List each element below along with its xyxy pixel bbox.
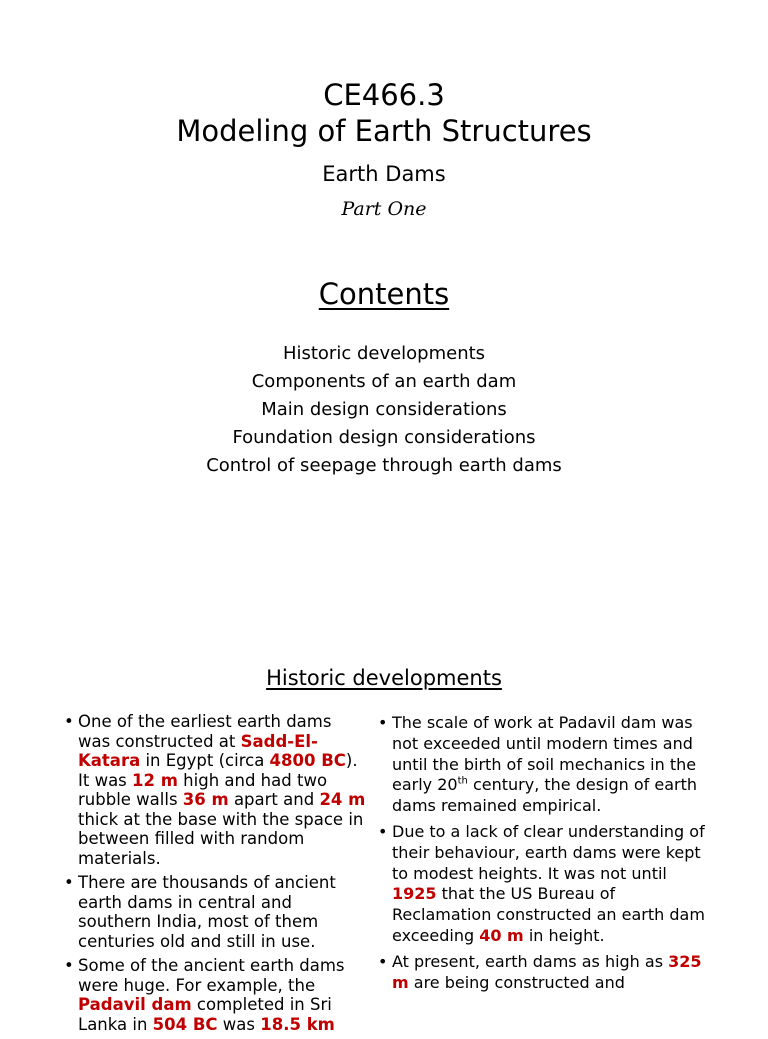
bullet-icon: • bbox=[64, 873, 74, 892]
superscript: th bbox=[457, 776, 468, 788]
bullet-text: apart and bbox=[228, 790, 320, 809]
bullet-text: Due to a lack of clear understanding of their behaviour, earth dams were kept to modest heights. It was not until bbox=[392, 821, 705, 883]
bullet-item bbox=[376, 822, 712, 947]
bullet-text: At present, earth dams as high as bbox=[392, 951, 669, 971]
part-label: Part One bbox=[341, 198, 427, 220]
bullet-item bbox=[376, 952, 712, 994]
bullet-text: There are thousands of ancient earth dams in central and southern India, most of them centuries old and still in use. bbox=[78, 873, 336, 951]
bullet-text: completed in Sri Lanka in bbox=[78, 995, 332, 1034]
bullet-text: was bbox=[217, 1014, 261, 1034]
historic-developments-slide bbox=[0, 620, 768, 1034]
contents-item: Main design considerations bbox=[261, 399, 507, 420]
bullet-text: Some of the ancient earth dams were huge. For example, the bbox=[78, 956, 345, 995]
bullet-text: are being constructed and bbox=[408, 972, 625, 992]
highlight-text: 504 BC bbox=[152, 1014, 218, 1034]
contents-item: Components of an earth dam bbox=[251, 371, 517, 392]
bullet-icon: • bbox=[64, 956, 74, 975]
highlight-text: 325 m bbox=[392, 951, 702, 992]
contents-item: Historic developments bbox=[282, 343, 486, 364]
highlight-text: 12 m bbox=[132, 770, 178, 790]
highlight-text: Sadd-El-Katara bbox=[78, 731, 318, 770]
contents-item: Control of seepage through earth dams bbox=[206, 455, 562, 476]
highlight-text: 24 m bbox=[319, 790, 366, 809]
right-bullet-column bbox=[376, 713, 712, 998]
bullet-text: in height. bbox=[523, 925, 605, 945]
bullet-icon: • bbox=[378, 951, 388, 971]
bullet-text: century, the design of earth dams remained empirical. bbox=[392, 775, 698, 816]
course-code: CE466.3 bbox=[323, 78, 445, 112]
highlight-text: 18.5 km bbox=[260, 1014, 335, 1034]
bullet-icon: • bbox=[64, 712, 74, 731]
bullet-icon: • bbox=[378, 713, 388, 732]
bullet-text: that the US Bureau of Reclamation constructed an earth dam exceeding bbox=[392, 884, 705, 945]
bullet-text: in Egypt (circa bbox=[140, 751, 270, 770]
contents-item: Foundation design considerations bbox=[232, 427, 536, 448]
bullet-text: high and had two rubble walls bbox=[78, 770, 328, 809]
slide-title: Historic developments bbox=[266, 666, 502, 690]
bullet-icon: • bbox=[378, 821, 388, 841]
left-bullet-column bbox=[62, 712, 368, 1039]
highlight-text: Padavil dam bbox=[78, 995, 192, 1014]
bullet-text: One of the earliest earth dams was constructed at bbox=[78, 712, 332, 751]
course-title: Modeling of Earth Structures bbox=[176, 114, 592, 148]
highlight-text: 1925 bbox=[392, 884, 437, 904]
contents-heading: Contents bbox=[318, 277, 450, 311]
contents-list bbox=[0, 340, 768, 480]
bullet-text: thick at the base with the space in between filled with random materials. bbox=[78, 809, 364, 868]
subtitle: Earth Dams bbox=[322, 162, 446, 186]
highlight-text: 40 m bbox=[479, 925, 524, 945]
bullet-item bbox=[376, 713, 712, 817]
bullet-item bbox=[62, 956, 368, 1034]
bullet-text: The scale of work at Padavil dam was not exceeded until modern times and until the birth of soil mechanics in the early 20 bbox=[392, 713, 697, 795]
bullet-text: ). It was bbox=[78, 751, 358, 790]
highlight-text: 36 m bbox=[182, 790, 229, 809]
bullet-item bbox=[62, 873, 368, 951]
bullet-item bbox=[62, 712, 368, 868]
highlight-text: 4800 BC bbox=[269, 751, 346, 770]
